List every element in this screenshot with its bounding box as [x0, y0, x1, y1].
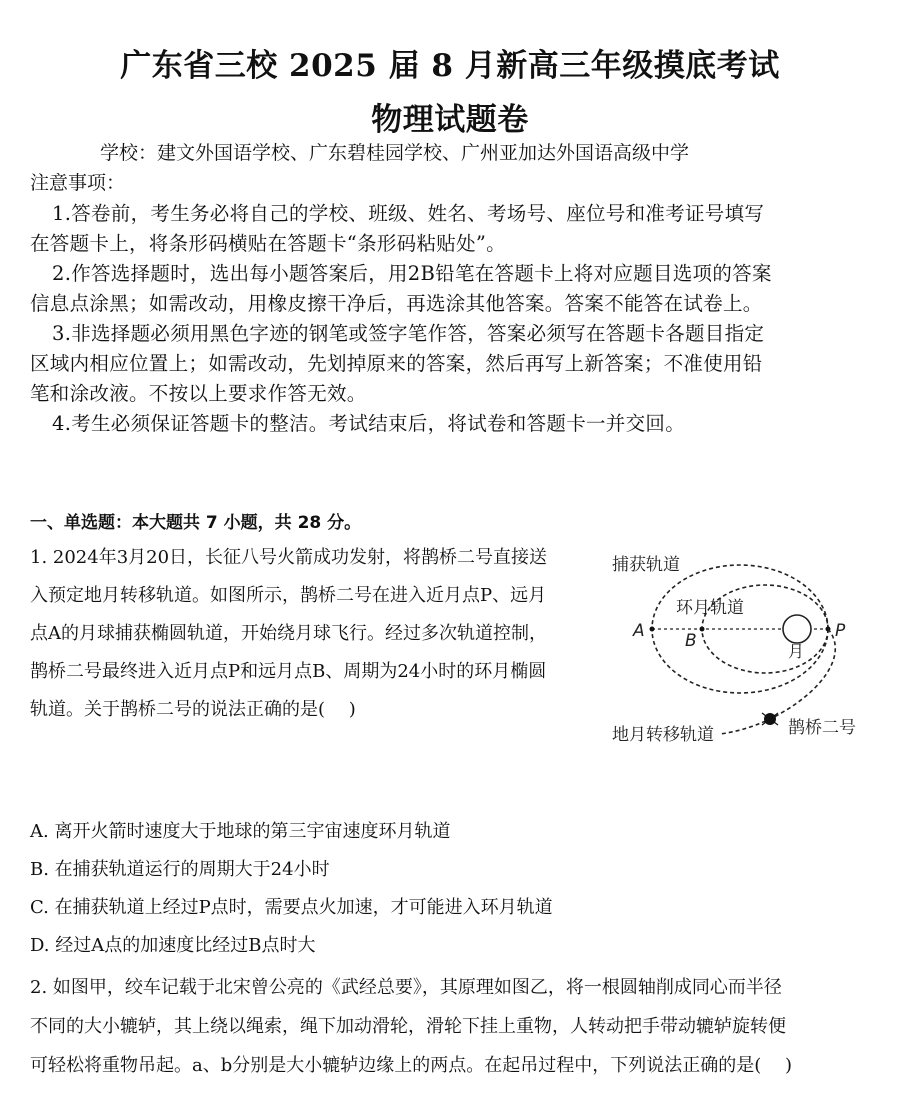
section-heading: 一、单选题：本大题共 7 小题，共 28 分。	[30, 513, 362, 533]
moon-circle	[783, 615, 811, 643]
q2-line-3: 可轻松将重物吊起。a、b分别是大小辘轳边缘上的两点。在起吊过程中，下列说法正确的是( )	[30, 1055, 793, 1076]
point-b-dot	[700, 627, 705, 632]
label-transfer-orbit: 地月转移轨道	[612, 725, 714, 745]
orbit-diagram	[600, 540, 890, 760]
q1-option-d: D. 经过A点的加速度比经过B点时大	[30, 935, 316, 956]
notice-line-8: 4.考生必须保证答题卡的整洁。考试结束后，将试卷和答题卡一并交回。	[52, 412, 686, 435]
q1-option-a: A. 离开火箭时速度大于地球的第三宇宙速度环月轨道	[30, 821, 451, 842]
q1-option-c: C. 在捕获轨道上经过P点时，需要点火加速，才可能进入环月轨道	[30, 897, 553, 918]
exam-title: 广东省三校 2025 届 8 月新高三年级摸底考试	[120, 48, 780, 84]
label-point-a: A	[633, 621, 645, 641]
q1-option-b: B. 在捕获轨道运行的周期大于24小时	[30, 859, 330, 880]
label-point-p: P	[835, 621, 846, 641]
q1-line-3: 点A的月球捕获椭圆轨道，开始绕月球飞行。经过多次轨道控制，	[30, 623, 547, 644]
notice-line-4: 信息点涂黑；如需改动，用橡皮擦干净后，再选涂其他答案。答案不能答在试卷上。	[30, 292, 763, 315]
label-probe: 鹊桥二号	[788, 718, 856, 738]
exam-subtitle: 物理试题卷	[371, 102, 529, 138]
label-moon: 月	[788, 642, 805, 661]
notice-line-3: 2.作答选择题时，选出每小题答案后，用2B铅笔在答题卡上将对应题目选项的答案	[52, 262, 772, 285]
q1-line-2: 入预定地月转移轨道。如图所示，鹊桥二号在进入近月点P、远月	[30, 585, 547, 606]
notice-line-5: 3.非选择题必须用黑色字迹的钢笔或签字笔作答，答案必须写在答题卡各题目指定	[52, 322, 765, 345]
q1-line-1: 1. 2024年3月20日，长征八号火箭成功发射，将鹊桥二号直接送	[30, 547, 548, 568]
q2-line-2: 不同的大小辘轳，其上绕以绳索，绳下加动滑轮，滑轮下挂上重物，人转动把手带动辘轳旋转便	[30, 1016, 786, 1037]
label-capture-orbit: 捕获轨道	[612, 555, 680, 575]
notice-heading: 注意事项：	[30, 172, 126, 194]
q2-line-1: 2. 如图甲，绞车记载于北宋曾公亮的《武经总要》，其原理如图乙，将一根圆轴削成同心而半径	[30, 977, 782, 998]
q1-line-5: 轨道。关于鹊桥二号的说法正确的是( )	[30, 699, 356, 720]
label-lunar-orbit: 环月轨道	[676, 598, 744, 618]
q1-line-4: 鹊桥二号最终进入近月点P和远月点B、周期为24小时的环月椭圆	[30, 661, 547, 682]
notice-line-1: 1.答卷前，考生务必将自己的学校、班级、姓名、考场号、座位号和准考证号填写	[52, 202, 765, 225]
notice-line-6: 区域内相应位置上；如需改动，先划掉原来的答案，然后再写上新答案；不准使用铅	[30, 352, 763, 375]
schools-line: 学校：建文外国语学校、广东碧桂园学校、广州亚加达外国语高级中学	[100, 142, 690, 164]
label-point-b: B	[685, 631, 697, 651]
point-a-dot	[650, 627, 655, 632]
notice-line-2: 在答题卡上，将条形码横贴在答题卡“条形码粘贴处”。	[30, 232, 506, 255]
notice-line-7: 笔和涂改液。不按以上要求作答无效。	[30, 382, 367, 405]
